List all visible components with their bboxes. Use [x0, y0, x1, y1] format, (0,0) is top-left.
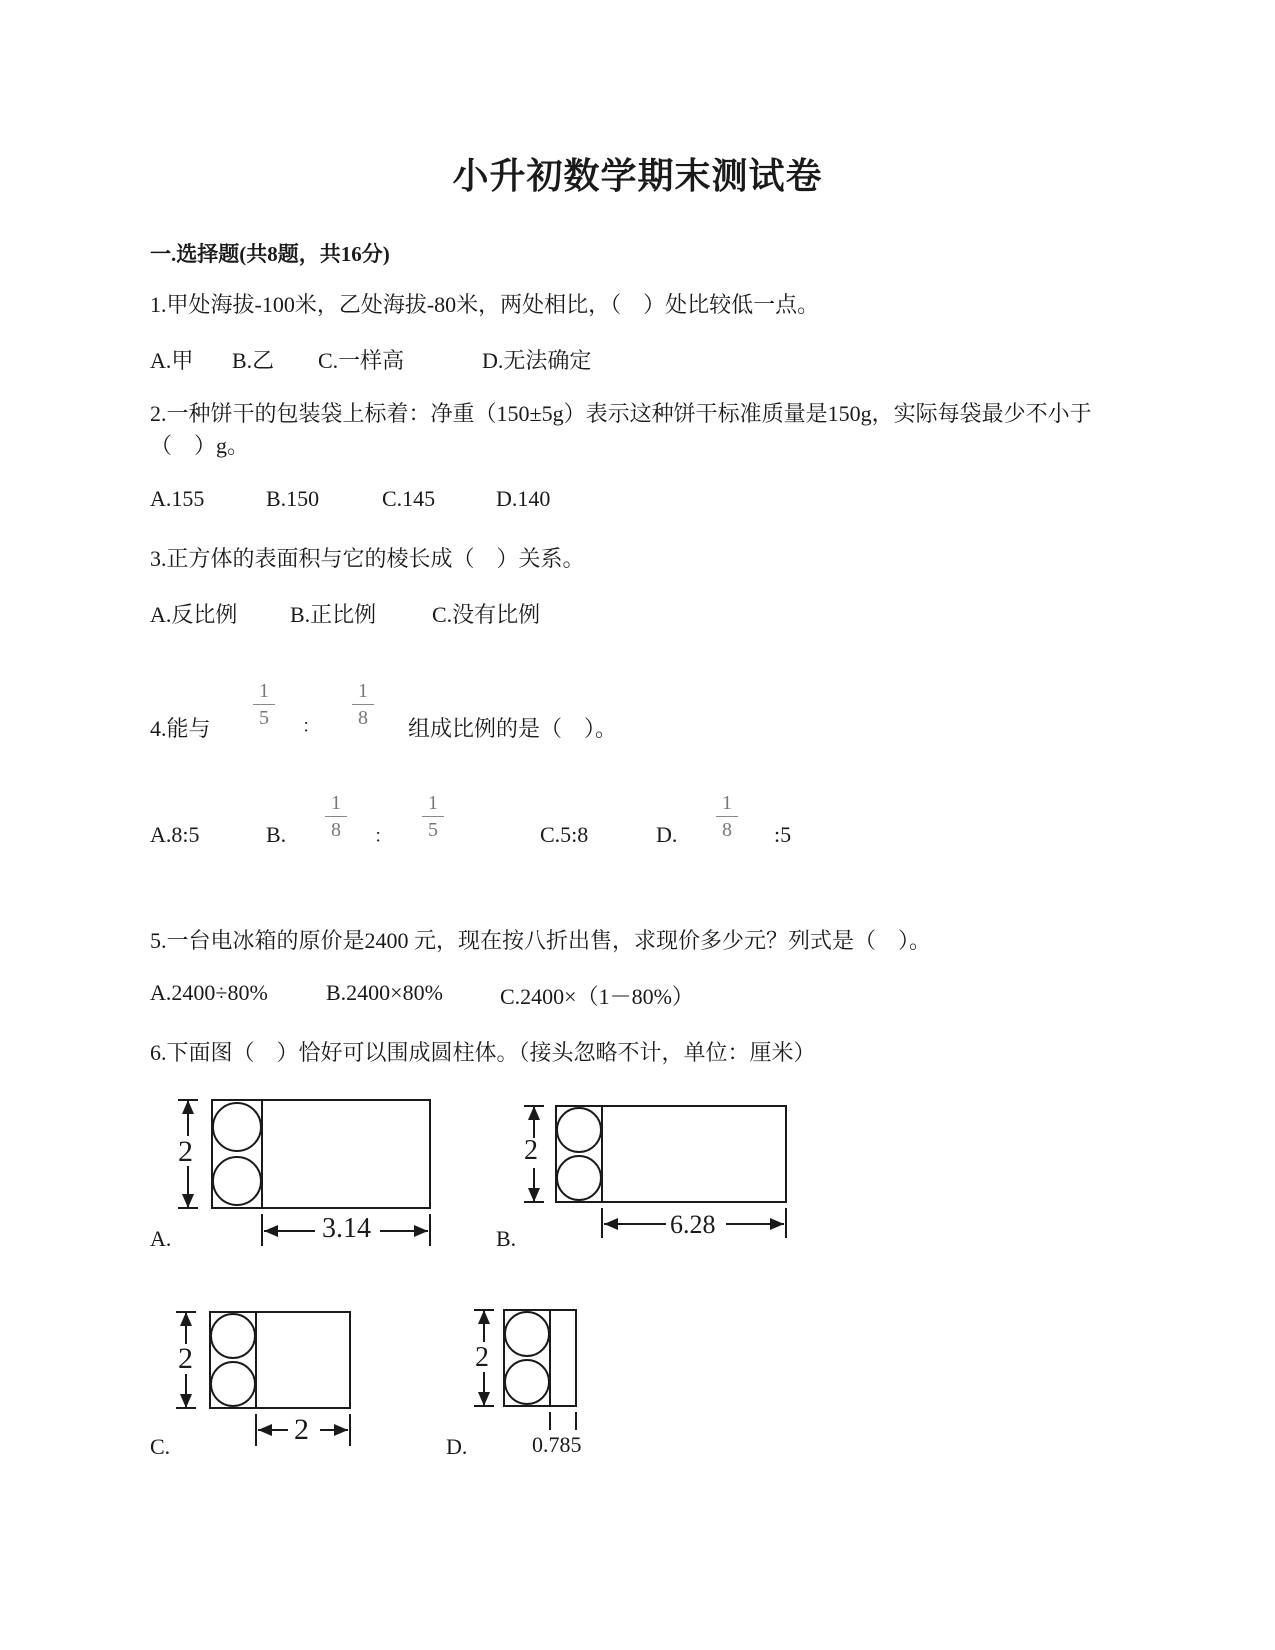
question-4-option-b: B. [266, 822, 287, 847]
figure-c-height: 2 [178, 1342, 193, 1375]
question-3-option-a: A.反比例 [150, 602, 238, 627]
fraction-numerator: 1 [722, 792, 732, 814]
fraction-numerator: 1 [259, 680, 269, 702]
figure-b-height: 2 [524, 1135, 538, 1166]
figure-a-height: 2 [178, 1135, 193, 1168]
figure-d-width: 0.785 [532, 1432, 582, 1457]
figure-c-width: 2 [294, 1413, 309, 1446]
question-2-stem: 2.一种饼干的包装袋上标着：净重（150±5g）表示这种饼干标准质量是150g，实际每袋最少不小于（ ）g。 [150, 401, 1092, 458]
question-1-option-c: C.一样高 [318, 348, 405, 373]
cylinder-net-b [520, 1096, 800, 1246]
fraction-denominator: 8 [331, 819, 341, 841]
fraction-denominator: 5 [259, 707, 269, 729]
question-4-option-a: A.8:5 [150, 822, 200, 847]
question-1-option-d: D.无法确定 [482, 348, 592, 373]
question-4-option-d-tail: :5 [774, 822, 792, 847]
figure-d-width-ticks [546, 1412, 586, 1434]
question-5-option-a: A.2400÷80% [150, 980, 268, 1005]
question-5-option-c: C.2400×（1－80%） [500, 984, 694, 1009]
question-1-option-b: B.乙 [232, 348, 275, 373]
fraction-denominator: 5 [428, 819, 438, 841]
fraction-denominator: 8 [722, 819, 732, 841]
question-2-option-a: A.155 [150, 486, 205, 511]
question-3-option-b: B.正比例 [290, 602, 377, 627]
question-1-stem: 1.甲处海拔-100米，乙处海拔-80米，两处相比，（ ）处比较低一点。 [150, 292, 820, 317]
page-title: 小升初数学期末测试卷 [452, 155, 823, 197]
fraction-numerator: 1 [358, 680, 368, 702]
section-heading: 一.选择题(共8题，共16分) [150, 242, 390, 266]
question-4-option-b-fraction-2 [421, 792, 445, 841]
question-6-stem: 6.下面图（ ）恰好可以围成圆柱体。（接头忽略不计，单位：厘米） [150, 1040, 816, 1065]
question-4-suffix: 组成比例的是（ ）。 [408, 716, 618, 741]
cylinder-net-a [170, 1090, 450, 1250]
figure-a-label: A. [150, 1226, 172, 1251]
question-5-stem: 5.一台电冰箱的原价是2400 元，现在按八折出售，求现价多少元？列式是（ ）。 [150, 928, 932, 953]
question-1-option-a: A.甲 [150, 348, 194, 373]
fraction-denominator: 8 [358, 707, 368, 729]
fraction-numerator: 1 [331, 792, 341, 814]
question-3-stem: 3.正方体的表面积与它的棱长成（ ）关系。 [150, 546, 585, 571]
question-4-option-b-colon: ： [374, 826, 392, 846]
question-2-option-b: B.150 [266, 486, 320, 511]
question-4-option-b-fraction-1 [324, 792, 348, 841]
question-4-prefix: 4.能与 [150, 716, 211, 741]
question-4-option-d-fraction [715, 792, 739, 841]
question-4-option-c: C.5:8 [540, 822, 589, 847]
question-2-option-d: D.140 [496, 486, 551, 511]
question-3-option-c: C.没有比例 [432, 602, 541, 627]
question-2-option-c: C.145 [382, 486, 436, 511]
figure-d-height: 2 [475, 1342, 489, 1373]
question-4-option-d: D. [656, 822, 678, 847]
question-4-colon: ： [302, 716, 320, 736]
question-4-fraction-2 [351, 680, 375, 729]
cylinder-net-c [170, 1304, 370, 1454]
figure-c-label: C. [150, 1434, 171, 1459]
figure-b-width: 6.28 [670, 1210, 716, 1239]
figure-a-width: 3.14 [322, 1213, 371, 1244]
figure-d-label: D. [446, 1434, 468, 1459]
figure-b-label: B. [496, 1226, 517, 1251]
fraction-numerator: 1 [428, 792, 438, 814]
question-5-option-b: B.2400×80% [326, 980, 443, 1005]
question-4-fraction-1 [252, 680, 276, 729]
